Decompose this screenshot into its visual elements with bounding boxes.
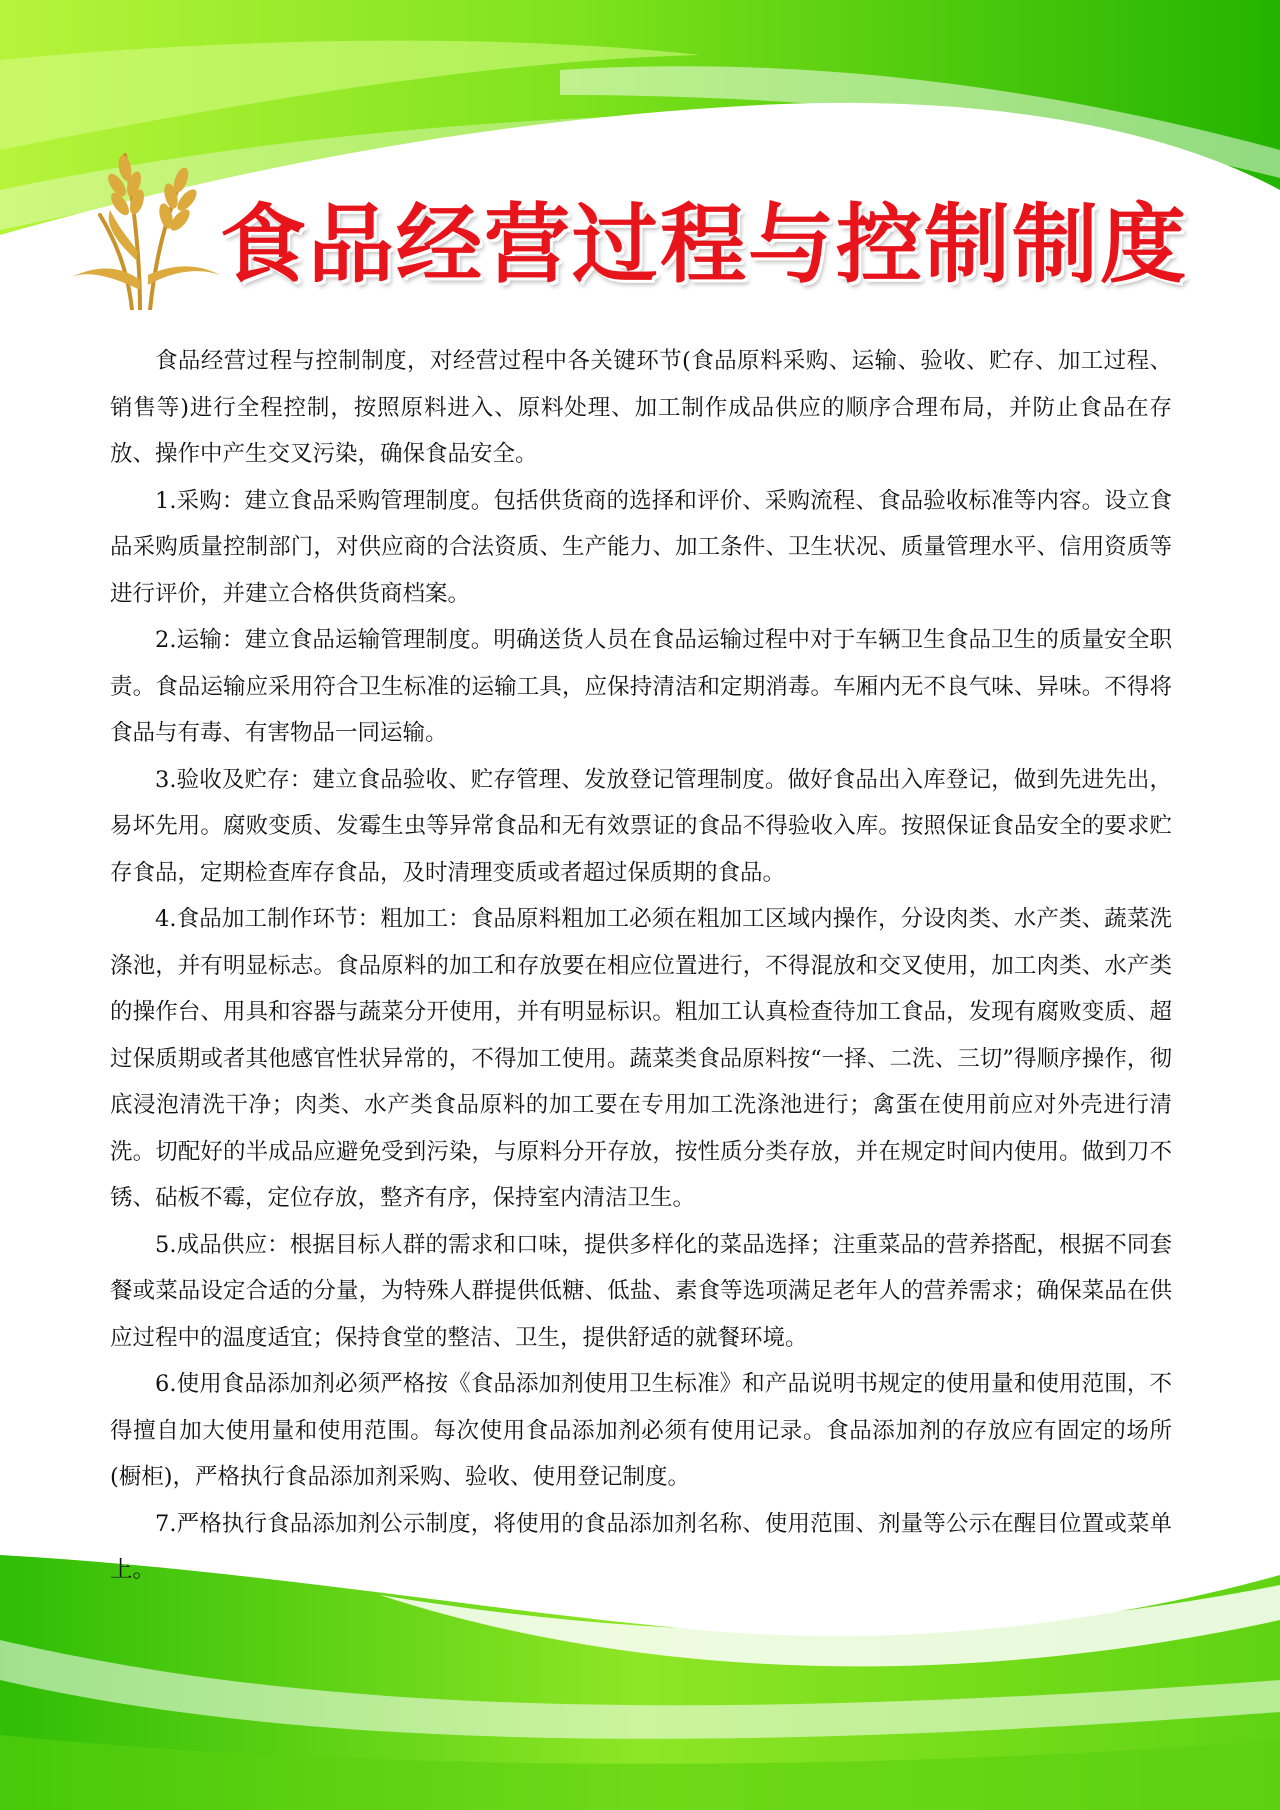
acceptance-storage-paragraph: 3.验收及贮存：建立食品验收、贮存管理、发放登记管理制度。做好食品出入库登记，做到先进先出，易坏先用。腐败变质、发霉生虫等异常食品和无有效票证的食品不得验收入库。按照保证食品安全的要求贮存食品，定期检查库存食品，及时清理变质或者超过保质期的食品。 <box>110 766 1172 886</box>
supply-paragraph: 5.成品供应：根据目标人群的需求和口味，提供多样化的菜品选择；注重菜品的营养搭配，根据不同套餐或菜品设定合适的分量，为特殊人群提供低糖、低盐、素食等选项满足老年人的营养需求；确保菜品在供应过程中的温度适宜；保持食堂的整洁、卫生，提供舒适的就餐环境。 <box>110 1231 1172 1351</box>
procurement-paragraph: 1.采购：建立食品采购管理制度。包括供货商的选择和评价、采购流程、食品验收标准等内容。设立食品采购质量控制部门，对供应商的合法资质、生产能力、加工条件、卫生状况、质量管理水平、信用资质等进行评价，并建立合格供货商档案。 <box>110 487 1172 607</box>
transport-paragraph: 2.运输：建立食品运输管理制度。明确送货人员在食品运输过程中对于车辆卫生食品卫生的质量安全职责。食品运输应采用符合卫生标准的运输工具，应保持清洁和定期消毒。车厢内无不良气味、异味。不得将食品与有毒、有害物品一同运输。 <box>110 627 1172 746</box>
wheat-icon <box>70 140 230 310</box>
header <box>70 140 1210 310</box>
document-body <box>110 338 1172 1594</box>
page-title: 食品经营过程与控制制度 <box>220 195 1188 295</box>
additive-usage-paragraph: 6.使用食品添加剂必须严格按《食品添加剂使用卫生标准》和产品说明书规定的使用量和使用范围，不得擅自加大使用量和使用范围。每次使用食品添加剂必须有使用记录。食品添加剂的存放应有固定的场所(橱柜)，严格执行食品添加剂采购、验收、使用登记制度。 <box>110 1371 1172 1490</box>
intro-paragraph: 食品经营过程与控制制度，对经营过程中各关键环节(食品原料采购、运输、验收、贮存、加工过程、销售等)进行全程控制，按照原料进入、原料处理、加工制作成品供应的顺序合理布局，并防止食品在存放、操作中产生交叉污染，确保食品安全。 <box>110 348 1172 467</box>
processing-paragraph: 4.食品加工制作环节：粗加工：食品原料粗加工必须在粗加工区域内操作，分设肉类、水产类、蔬菜洗涤池，并有明显标志。食品原料的加工和存放要在相应位置进行，不得混放和交叉使用，加工肉类、水产类的操作台、用具和容器与蔬菜分开使用，并有明显标识。粗加工认真检查待加工食品，发现有腐败变质、超过保质期或者其他感官性状异常的，不得加工使用。蔬菜类食品原料按“一择、二洗、三切”得顺序操作，彻底浸泡清洗干净；肉类、水产类食品原料的加工要在专用加工洗涤池进行；禽蛋在使用前应对外壳进行清洗。切配好的半成品应避免受到污染，与原料分开存放，按性质分类存放，并在规定时间内使用。做到刀不锈、砧板不霉，定位存放，整齐有序，保持室内清洁卫生。 <box>110 906 1172 1211</box>
additive-disclosure-paragraph: 7.严格执行食品添加剂公示制度，将使用的食品添加剂名称、使用范围、剂量等公示在醒目位置或菜单上。 <box>110 1510 1172 1583</box>
